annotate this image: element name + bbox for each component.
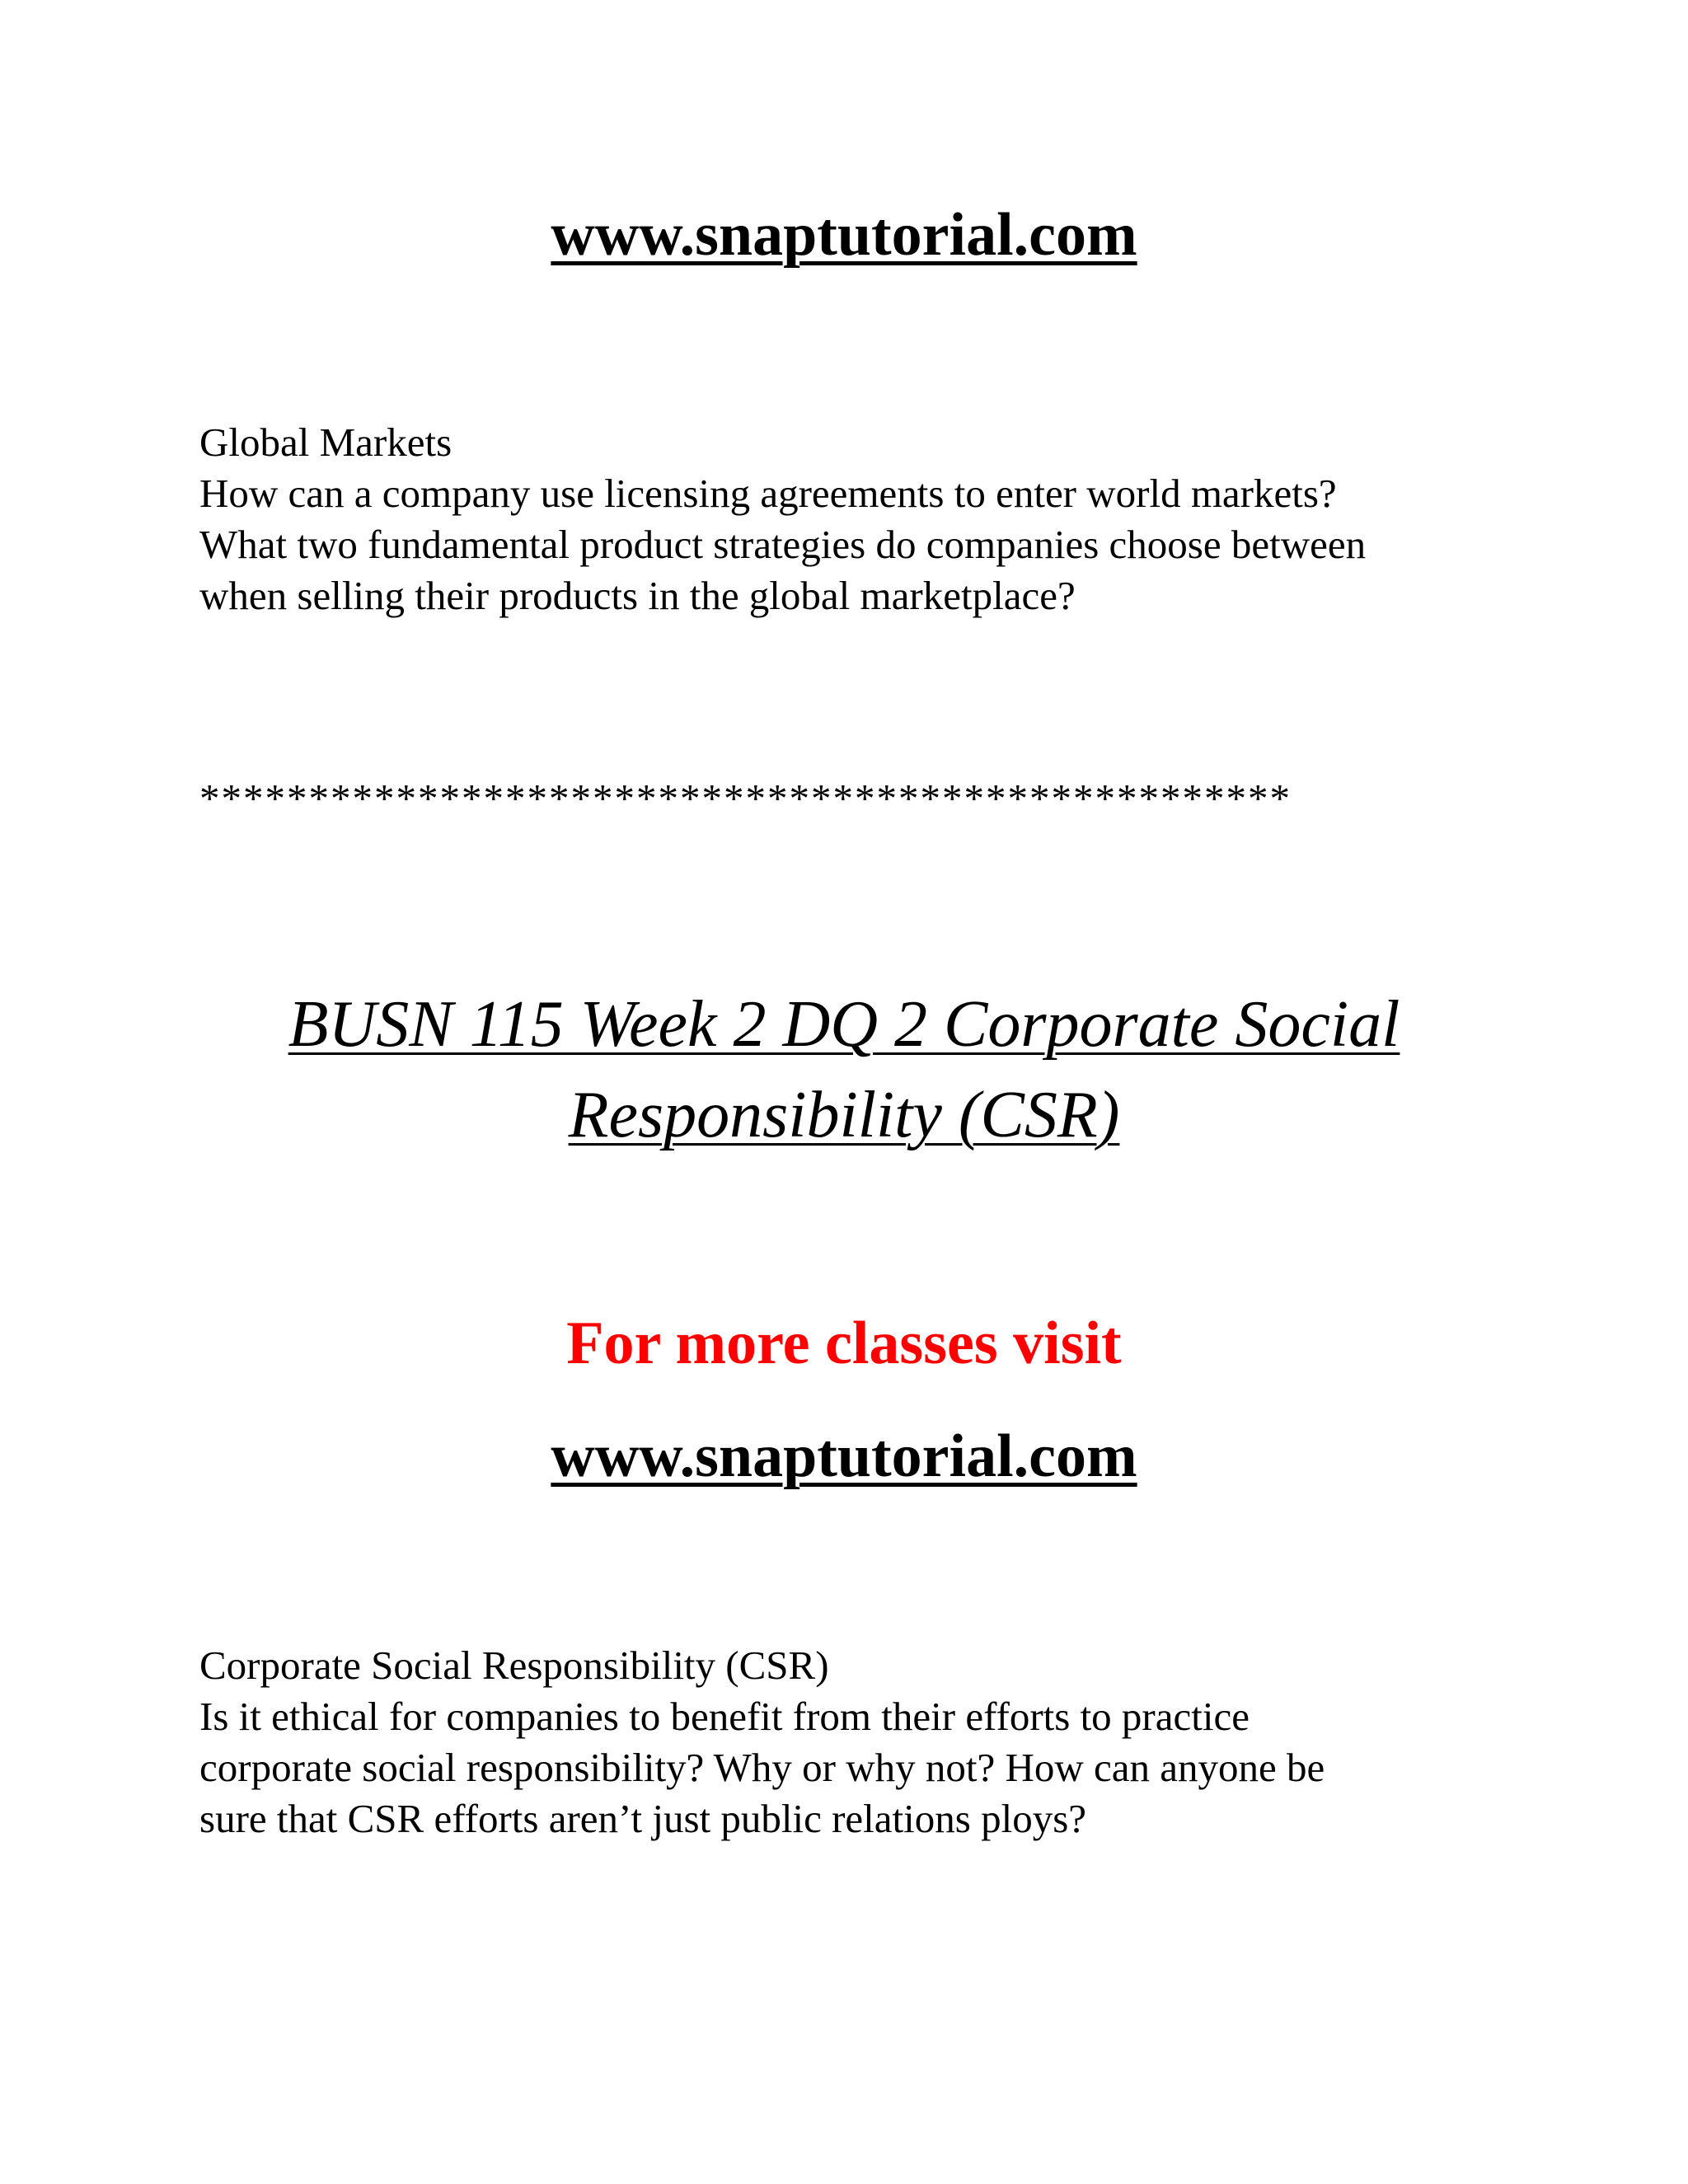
section-heading: Corporate Social Responsibility (CSR) xyxy=(199,1643,829,1688)
question-line: How can a company use licensing agreements to enter world markets? xyxy=(199,471,1337,516)
global-markets-section xyxy=(199,417,1502,621)
csr-section xyxy=(199,1640,1502,1844)
promo-site-link[interactable]: www.snaptutorial.com xyxy=(551,1422,1137,1490)
promo-text: For more classes visit xyxy=(566,1310,1122,1377)
question-line: when selling their products in the global marketplace? xyxy=(199,573,1076,618)
title-line: Responsibility (CSR) xyxy=(568,1079,1120,1151)
header-site-link[interactable]: www.snaptutorial.com xyxy=(551,201,1137,269)
question-line: Is it ethical for companies to benefit from their efforts to practice xyxy=(199,1694,1250,1739)
asterisk-divider: ************************************************** xyxy=(199,776,1292,821)
document-title xyxy=(0,979,1688,1160)
question-line: sure that CSR efforts aren’t just public relations ploys? xyxy=(199,1796,1087,1841)
question-line: What two fundamental product strategies do companies choose between xyxy=(199,522,1367,567)
question-line: corporate social responsibility? Why or why not? How can anyone be xyxy=(199,1745,1325,1790)
title-line: BUSN 115 Week 2 DQ 2 Corporate Social xyxy=(288,988,1400,1061)
section-heading: Global Markets xyxy=(199,419,452,465)
